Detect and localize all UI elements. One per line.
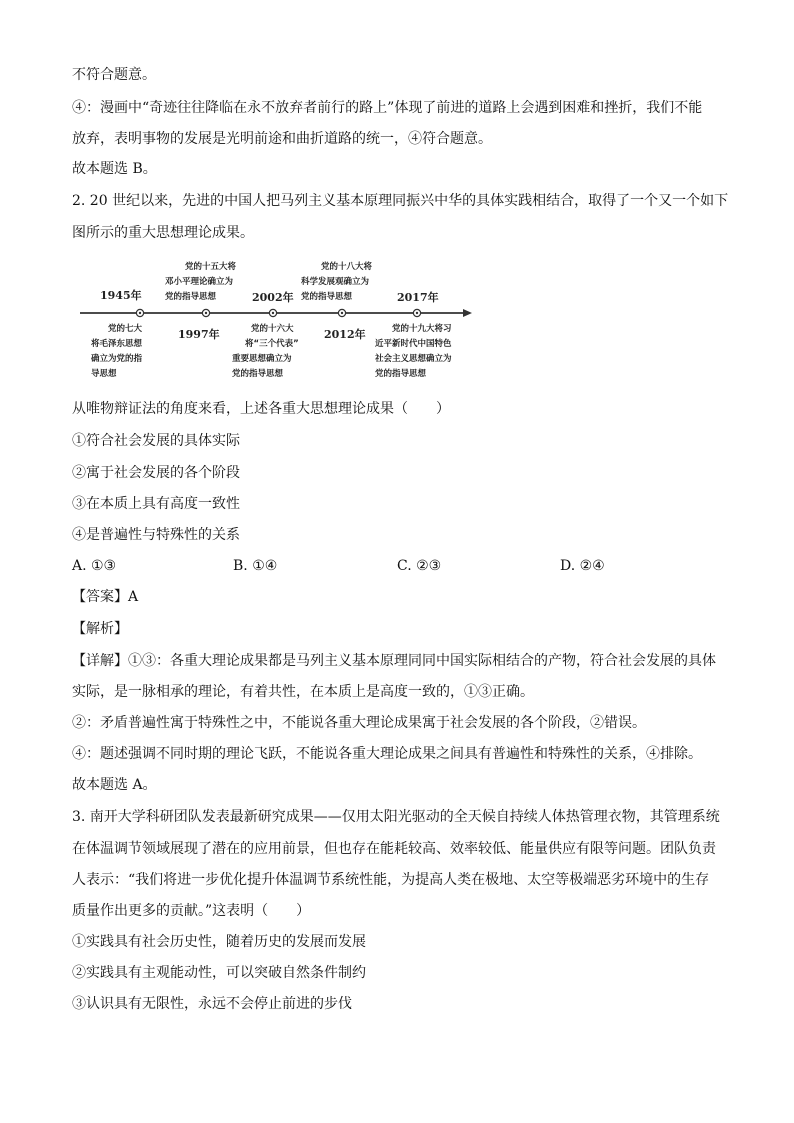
question-3-stem: 人表示：“我们将进一步优化提升体温调节系统性能，为提高人类在极地、太空等极端恶劣环境中的生存 <box>72 872 710 888</box>
timeline-figure <box>80 256 472 388</box>
detail-line <box>72 652 716 670</box>
text-line: 放弃，表明事物的发展是光明前途和曲折道路的统一，④符合题意。 <box>72 131 492 147</box>
answer-value: A <box>128 589 139 605</box>
detail-line: 实际，是一脉相承的理论，有着共性，在本质上是高度一致的，①③正确。 <box>72 684 534 700</box>
timeline-node <box>269 309 276 316</box>
question-2-prompt: 从唯物辩证法的角度来看，上述各重大思想理论成果（ ） <box>72 401 450 417</box>
timeline-event-2002-line: 重要思想确立为 <box>232 354 292 364</box>
analysis-tag <box>72 620 128 638</box>
question-3-stem: 在体温调节领域展现了潜在的应用前景，但也存在能耗较高、效率较低、能量供应有限等问题。团队负责 <box>72 841 716 857</box>
timeline-event-1997-line: 邓小平理论确立为 <box>165 277 234 287</box>
timeline-arrow <box>463 309 472 317</box>
text-line: 故本题选 B。 <box>72 161 157 177</box>
detail-tag: 【详解】 <box>72 653 128 669</box>
timeline-node <box>136 309 143 316</box>
timeline-node <box>413 309 420 316</box>
timeline-node <box>202 309 209 316</box>
timeline-node <box>338 309 345 316</box>
timeline-event-2017-line: 社会主义思想确立为 <box>375 354 452 364</box>
timeline-year-1997: 1997年 <box>178 328 220 341</box>
timeline-event-2002-line: 将“三个代表” <box>245 339 299 349</box>
option-statement: ①符合社会发展的具体实际 <box>72 433 240 449</box>
question-3-stem: 3. 南开大学科研团队发表最新研究成果——仅用太阳光驱动的全天候自持续人体热管理衣物，其管理系统 <box>72 809 720 825</box>
option-statement: ④是普遍性与特殊性的关系 <box>72 527 240 543</box>
question-2-stem-cont: 图所示的重大思想理论成果。 <box>72 225 254 241</box>
text-line: 不符合题意。 <box>72 67 156 83</box>
option-statement: ③在本质上具有高度一致性 <box>72 496 240 512</box>
answer-line <box>72 588 138 606</box>
detail-line: 故本题选 A。 <box>72 777 157 793</box>
answer-tag: 【答案】 <box>72 589 128 605</box>
timeline-year-2017: 2017年 <box>397 291 439 304</box>
timeline-year-1945: 1945年 <box>100 289 142 302</box>
option-statement: ①实践具有社会历史性，随着历史的发展而发展 <box>72 934 366 950</box>
text-line: ④：漫画中“奇迹往往降临在永不放弃者前行的路上”体现了前进的道路上会遇到困难和挫折，我们不能 <box>72 100 703 116</box>
timeline-event-2002-line: 党的十六大 <box>251 324 294 334</box>
timeline-event-1945-line: 确立为党的指 <box>91 354 143 364</box>
timeline-year-2012: 2012年 <box>324 328 366 341</box>
timeline-event-2002-line: 党的指导思想 <box>232 369 284 379</box>
timeline-event-1997-line: 党的指导思想 <box>165 292 217 302</box>
timeline-event-1945-line: 将毛泽东思想 <box>91 339 143 349</box>
detail-text: ①③：各重大理论成果都是马列主义基本原理同同中国实际相结合的产物，符合社会发展的具体 <box>128 653 716 669</box>
timeline-event-1945-line: 导思想 <box>91 369 117 379</box>
timeline-year-2002: 2002年 <box>252 291 294 304</box>
option-statement: ③认识具有无限性，永远不会停止前进的步伐 <box>72 996 352 1012</box>
choice-a: A. ①③ <box>72 558 117 574</box>
option-statement: ②实践具有主观能动性，可以突破自然条件制约 <box>72 965 366 981</box>
question-3-stem: 质量作出更多的贡献。”这表明（ ） <box>72 903 311 919</box>
choice-b: B. ①④ <box>233 558 278 574</box>
detail-line: ②：矛盾普遍性寓于特殊性之中，不能说各重大理论成果寓于社会发展的各个阶段，②错误。 <box>72 715 646 731</box>
timeline-event-2012-line: 科学发展观确立为 <box>301 277 370 287</box>
timeline-event-2017-line: 近平新时代中国特色 <box>375 339 452 349</box>
choice-c: C. ②③ <box>397 558 442 574</box>
detail-line: ④：题述强调不同时期的理论飞跃，不能说各重大理论成果之间具有普遍性和特殊性的关系，④排除。 <box>72 746 702 762</box>
timeline-event-2017-line: 党的指导思想 <box>375 369 427 379</box>
timeline-event-2012-line: 党的指导思想 <box>301 292 353 302</box>
timeline-event-2017-line: 党的十九大将习 <box>392 324 452 334</box>
choice-d: D. ②④ <box>560 558 605 574</box>
timeline-event-2012-line: 党的十八大将 <box>321 262 373 272</box>
timeline-event-1997-line: 党的十五大将 <box>185 262 237 272</box>
option-statement: ②寓于社会发展的各个阶段 <box>72 465 240 481</box>
analysis-label: 【解析】 <box>72 621 128 637</box>
question-2-stem: 2. 20 世纪以来，先进的中国人把马列主义基本原理同振兴中华的具体实践相结合，取得了一个又一个如下 <box>72 193 729 209</box>
timeline-event-1945-line: 党的七大 <box>108 324 143 334</box>
